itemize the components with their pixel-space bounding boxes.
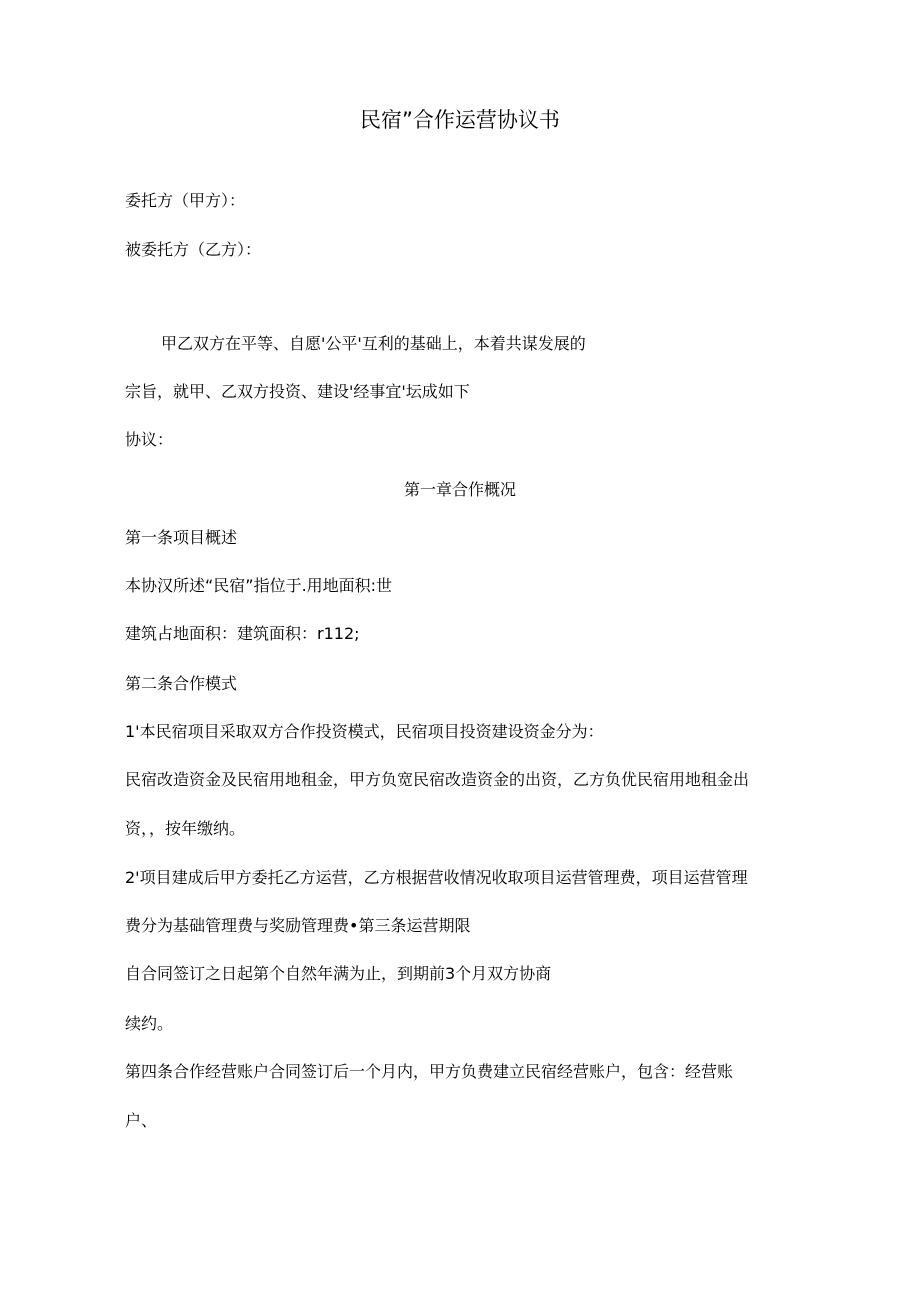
document-title: 民宿”合作运营协议书: [360, 108, 560, 132]
article-2-line-3: 资，，按年缴纳。: [125, 819, 246, 838]
article-2-line-5: 费分为基础管理费与奖励管理费•第三条运营期限: [125, 916, 471, 935]
article-2-line-2: 民宿改造资金及民宿用地租金，甲方负宽民宿改造资金的出资，乙方负优民宿用地租金出: [125, 770, 750, 789]
article-3-line-2: 续约。: [125, 1014, 174, 1033]
article-2-line-4: 2'项目建成后甲方委托乙方运营，乙方根据营收情况收取项目运营管理费，项目运营管理: [125, 868, 748, 887]
article-1-line-2: 建筑占地面积：建筑面积：r112;: [125, 624, 360, 643]
intro-line-3: 协议：: [125, 430, 174, 449]
article-1-heading: 第一条项目概述: [125, 528, 238, 547]
article-1-line-1: 本协汉所述“民宿”指位于.用地面积:世: [125, 576, 393, 595]
chapter-heading: 第一章合作概况: [403, 480, 516, 499]
article-4-line-2: 户、: [125, 1111, 158, 1130]
party-a-label: 委托方（甲方）：: [125, 191, 246, 210]
intro-line-1: 甲乙双方在平等、自愿'公平'互利的基础上，本着共谋发展的: [161, 334, 586, 353]
article-4-line-1: 第四条合作经营账户合同签订后一个月内，甲方负费建立民宿经营账户，包含：经营账: [125, 1062, 734, 1081]
intro-line-2: 宗旨，就甲、乙双方投资、建设'经事宜'坛成如下: [125, 382, 470, 401]
article-2-heading: 第二条合作模式: [125, 674, 238, 693]
party-b-label: 被委托方（乙方）：: [125, 240, 262, 259]
article-2-line-1: 1'本民宿项目采取双方合作投资模式，民宿项目投资建设资金分为：: [125, 722, 604, 741]
article-3-line-1: 自合同签订之日起第个自然年满为止，到期前3个月双方协商: [125, 964, 552, 983]
